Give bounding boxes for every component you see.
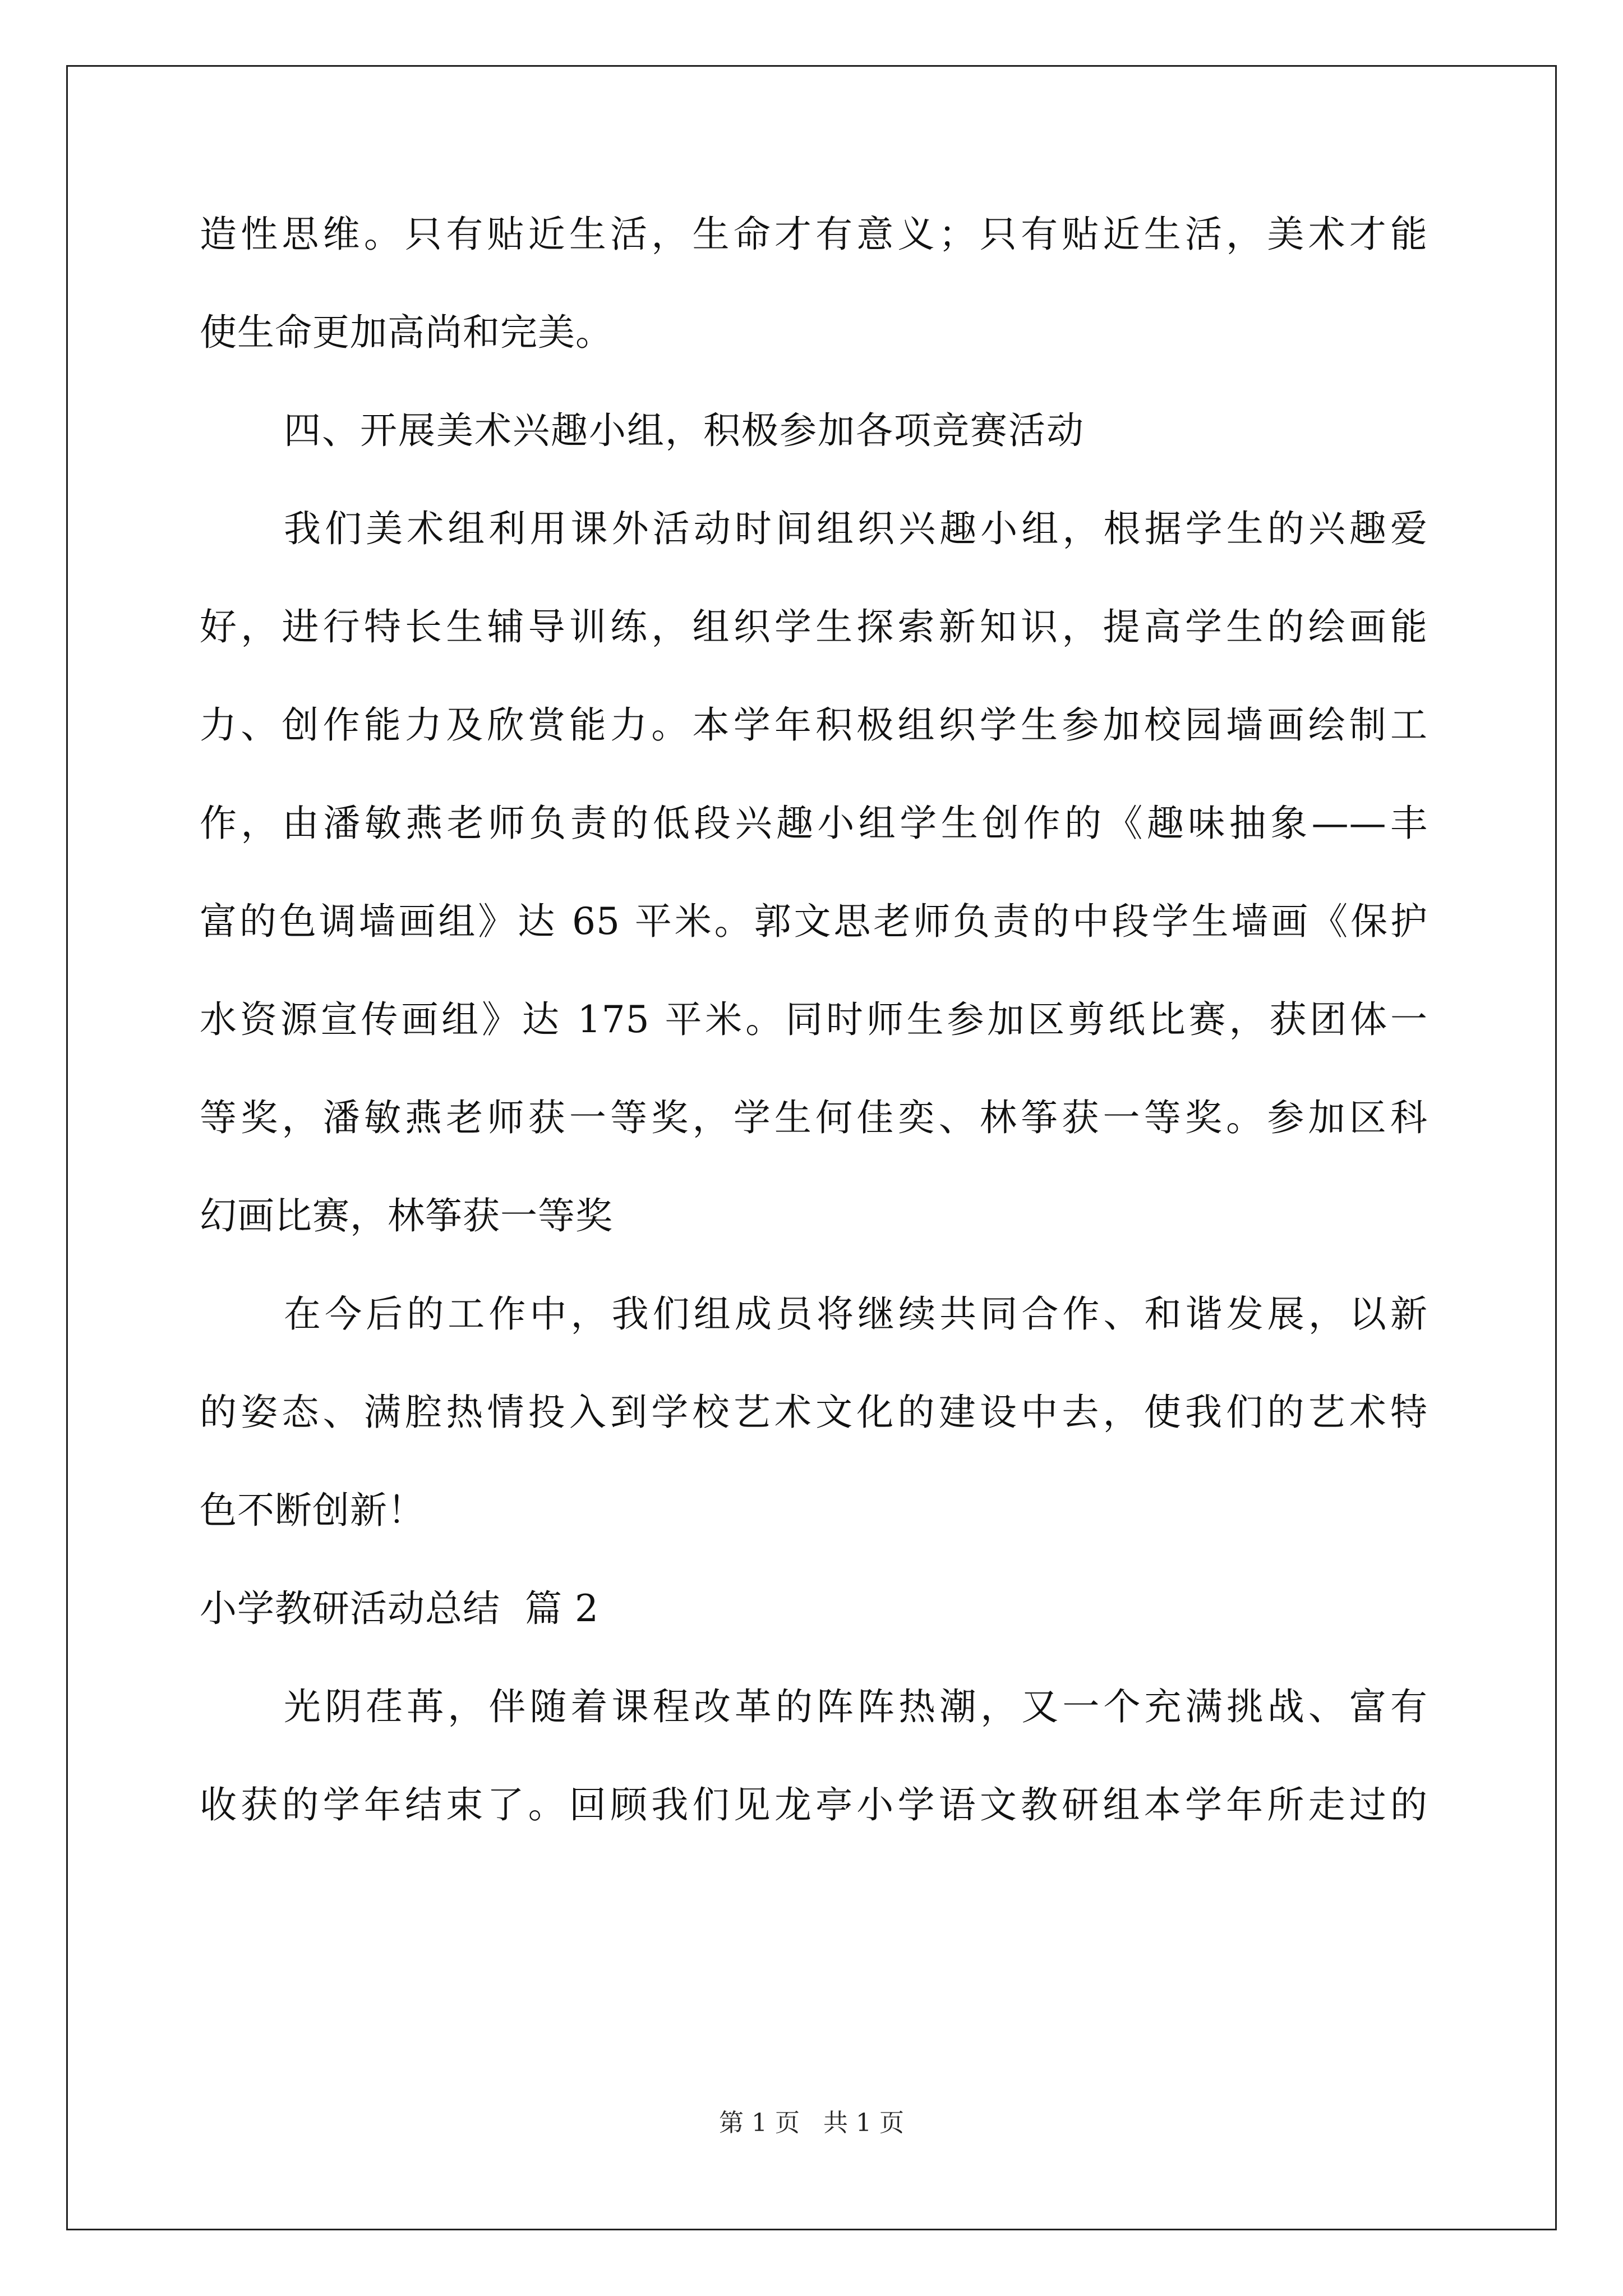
page-footer xyxy=(0,2106,1623,2140)
paragraph-2-line-1: 我们美术组利用课外活动时间组织兴趣小组，根据学生的兴趣爱 xyxy=(284,507,1428,550)
paragraph-1-line-2: 使生命更加高尚和完美。 xyxy=(200,311,613,354)
paragraph-2-line-5: 富的色调墙画组》达 65 平米。郭文思老师负责的中段学生墙画《保护 xyxy=(200,900,1428,943)
paragraph-2-line-7: 等奖，潘敏燕老师获一等奖，学生何佳奕、林筝获一等奖。参加区科 xyxy=(200,1096,1428,1139)
paragraph-2-line-2: 好，进行特长生辅导训练，组织学生探索新知识，提高学生的绘画能 xyxy=(200,605,1428,648)
document-body xyxy=(200,185,1428,1854)
paragraph-1-line-1: 造性思维。只有贴近生活，生命才有意义；只有贴近生活，美术才能 xyxy=(200,213,1428,256)
page-number-info: 第 1 页 共 1 页 xyxy=(719,2109,904,2137)
article-title: 小学教研活动总结 篇 2 xyxy=(200,1587,599,1630)
paragraph-3-line-2: 的姿态、满腔热情投入到学校艺术文化的建设中去，使我们的艺术特 xyxy=(200,1391,1428,1434)
paragraph-3-line-1: 在今后的工作中，我们组成员将继续共同合作、和谐发展，以新 xyxy=(284,1292,1428,1336)
paragraph-2-line-4: 作，由潘敏燕老师负责的低段兴趣小组学生创作的《趣味抽象——丰 xyxy=(200,802,1428,845)
section-heading: 四、开展美术兴趣小组，积极参加各项竞赛活动 xyxy=(284,409,1085,452)
paragraph-2-line-6: 水资源宣传画组》达 175 平米。同时师生参加区剪纸比赛，获团体一 xyxy=(200,998,1428,1041)
paragraph-4-line-1: 光阴荏苒，伴随着课程改革的阵阵热潮，又一个充满挑战、富有 xyxy=(284,1685,1428,1728)
paragraph-3-line-3: 色不断创新！ xyxy=(200,1489,425,1532)
paragraph-2-line-8: 幻画比赛，林筝获一等奖 xyxy=(200,1194,613,1237)
paragraph-2-line-3: 力、创作能力及欣赏能力。本学年积极组织学生参加校园墙画绘制工 xyxy=(200,703,1428,747)
paragraph-4-line-2: 收获的学年结束了。回顾我们见龙亭小学语文教研组本学年所走过的 xyxy=(200,1783,1428,1826)
